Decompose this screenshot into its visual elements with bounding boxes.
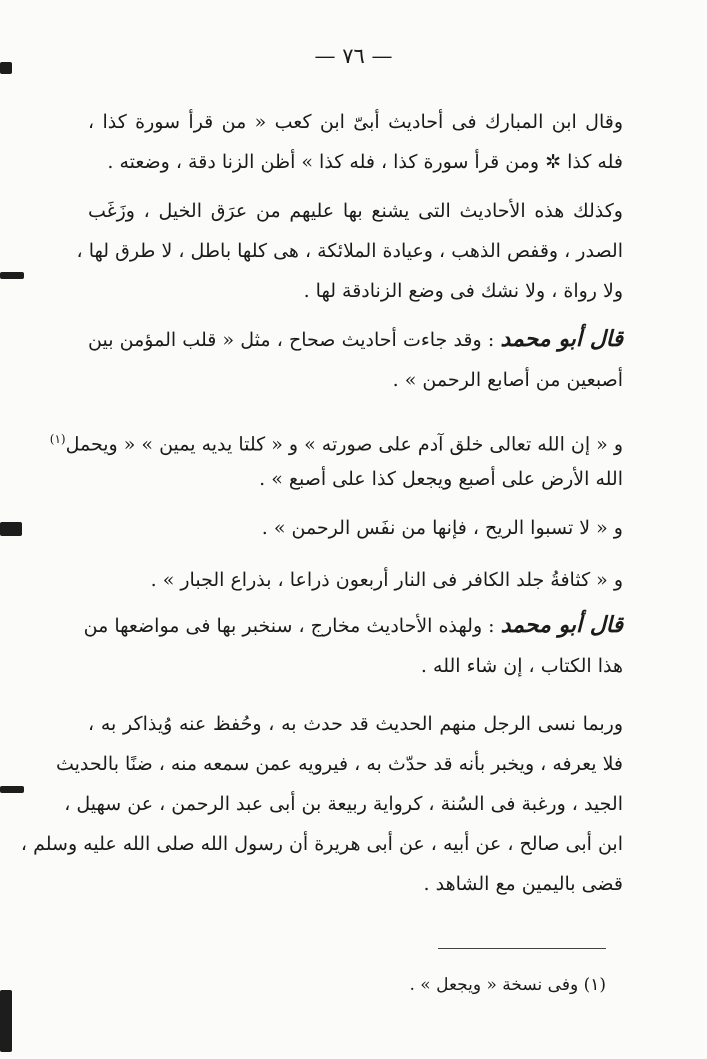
text-line: الصدر ، وقفص الذهب ، وعيادة الملائكة ، هى كلها باطل ، لا طرق لها ، <box>76 240 623 262</box>
text-line: و « كثافةُ جلد الكافر فى النار أربعون ذراعا ، بذراع الجبار » . <box>150 569 623 591</box>
text-line: فلا يعرفه ، ويخبر بأنه قد حدّث به ، فيرويه عمن سمعه منه ، ضنًا بالحديث <box>55 753 623 775</box>
text-line: أصبعين من أصابع الرحمن » . <box>392 369 623 391</box>
paragraph-7 <box>83 612 623 692</box>
page-number: — ٧٦ — <box>314 44 393 68</box>
footnote-reference: (١) <box>49 432 66 446</box>
paragraph-2 <box>76 197 623 317</box>
text-line: الجيد ، ورغبة فى السُنة ، كرواية ربيعة بن أبى عبد الرحمن ، عن سهيل ، <box>64 793 623 815</box>
scan-mark <box>0 62 12 74</box>
paragraph-5 <box>88 514 623 554</box>
text-line <box>83 612 623 652</box>
text-line <box>88 326 623 366</box>
text-line: ابن أبى صالح ، عن أبيه ، عن أبى هريرة أن رسول الله صلى الله عليه وسلم ، <box>20 833 623 855</box>
paragraph-6 <box>88 566 623 606</box>
text-line: وقال ابن المبارك فى أحاديث أبىّ ابن كعب « من قرأ سورة كذا ، <box>88 111 623 133</box>
text-line: الله الأرض على أصبع ويجعل كذا على أصبع » . <box>259 468 623 490</box>
text-line: هذا الكتاب ، إن شاء الله . <box>420 655 623 677</box>
section-heading: قال أبو محمد <box>500 613 623 638</box>
text-line: وكذلك هذه الأحاديث التى يشنع بها عليهم من عرَق الخيل ، وزَغَب <box>88 200 623 222</box>
paragraph-8 <box>20 710 623 910</box>
paragraph-1 <box>88 108 623 188</box>
scan-mark <box>0 990 12 1052</box>
footnote-divider <box>438 948 606 949</box>
scan-mark <box>0 786 24 793</box>
line-text: و « إن الله تعالى خلق آدم على صورته » و « كلتا يديه يمين » « ويحمل <box>65 433 623 456</box>
scan-mark <box>0 272 24 279</box>
footnote: (١) وفى نسخة « ويجعل » . <box>409 975 606 995</box>
text-line <box>49 425 623 465</box>
text-line: وربما نسى الرجل منهم الحديث قد حدث به ، وحُفظ عنه وُيذاكر به ، <box>88 713 623 735</box>
paragraph-4 <box>49 425 623 505</box>
heading-continuation: : ولهذه الأحاديث مخارج ، سنخبر بها فى مواضعها من <box>83 615 495 637</box>
text-line: ولا رواة ، ولا نشك فى وضع الزنادقة لها . <box>303 280 623 302</box>
paragraph-3 <box>88 326 623 406</box>
text-line: و « لا تسبوا الريح ، فإنها من نفَس الرحمن » . <box>261 517 623 539</box>
text-line: فله كذا ✲ ومن قرأ سورة كذا ، فله كذا » أظن الزنا دقة ، وضعته . <box>107 151 623 173</box>
scan-mark <box>0 522 22 536</box>
text-line: قضى باليمين مع الشاهد . <box>423 873 623 895</box>
heading-continuation: : وقد جاءت أحاديث صحاح ، مثل « قلب المؤمن بين <box>88 329 495 351</box>
section-heading: قال أبو محمد <box>500 327 624 352</box>
